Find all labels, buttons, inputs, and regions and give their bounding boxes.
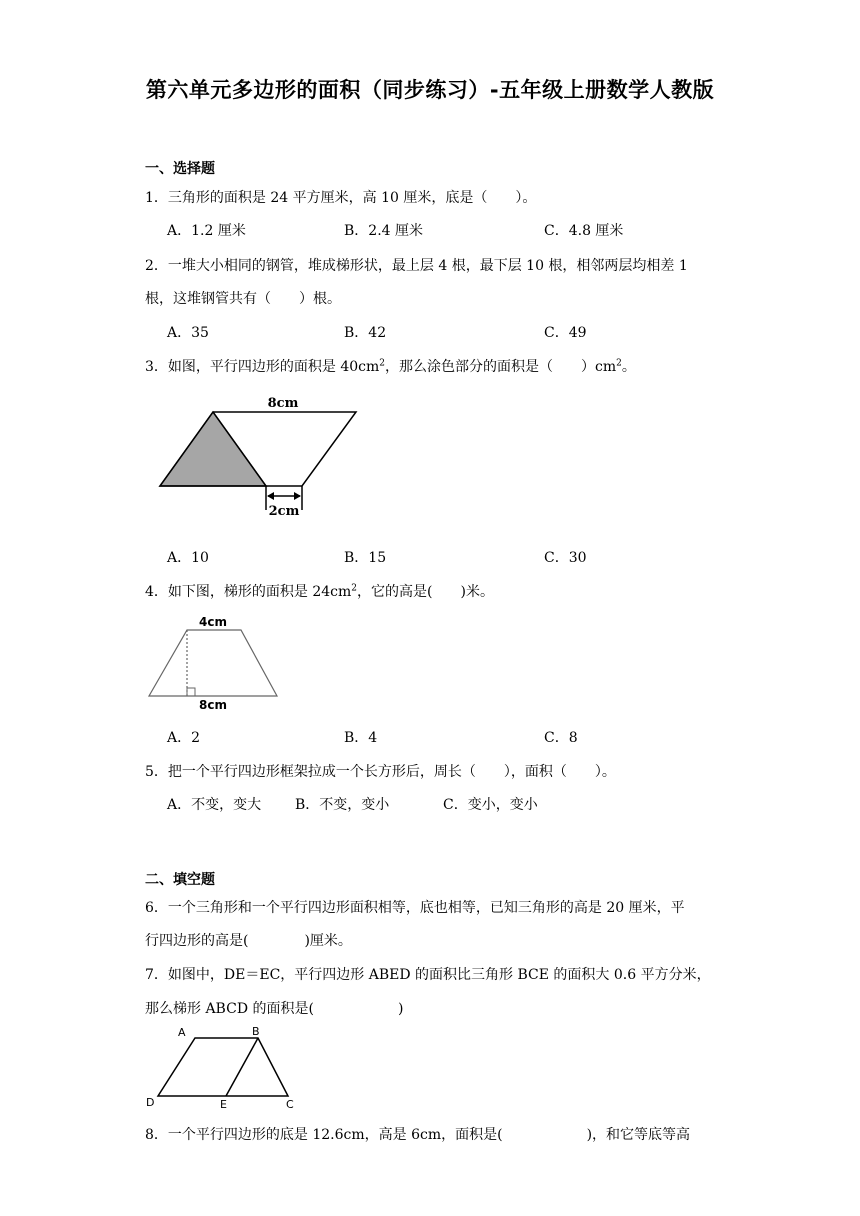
section-heading-fill-in: 二、填空题	[145, 872, 215, 888]
question-5-text: 5．把一个平行四边形框架拉成一个长方形后，周长（ ），面积（ ）。	[145, 764, 616, 780]
question-4-text	[145, 581, 494, 601]
superscript: 2	[351, 583, 358, 594]
superscript: 2	[616, 358, 622, 369]
question-4-text-end: ，它的高是( )米。	[357, 584, 494, 600]
vertex-a-label: A	[178, 1026, 186, 1039]
top-base-label: 4cm	[199, 615, 227, 629]
question-3-text	[145, 356, 636, 376]
gap-label: 2cm	[268, 504, 300, 519]
question-1-option-b: B．2.4 厘米	[344, 223, 424, 239]
question-2-text-line1: 2．一堆大小相同的钢管，堆成梯形状，最上层 4 根，最下层 10 根，相邻两层均相差 1	[145, 258, 688, 274]
question-2-option-c: C．49	[544, 325, 587, 341]
question-2-text-line2: 根，这堆钢管共有（ ）根。	[145, 291, 341, 307]
segment-be	[226, 1038, 258, 1096]
question-6-text-line1: 6．一个三角形和一个平行四边形面积相等，底也相等，已知三角形的高是 20 厘米，平	[145, 900, 685, 916]
trapezoid-outline	[149, 630, 277, 696]
superscript: 2	[379, 358, 386, 369]
question-4-option-c: C．8	[544, 730, 578, 746]
question-3-option-b: B．15	[344, 550, 387, 566]
question-5-option-a: A．不变，变大	[167, 797, 262, 813]
question-2-option-a: A．35	[167, 325, 209, 341]
arrowhead-right-icon	[294, 492, 301, 500]
question-8-text-line1: 8．一个平行四边形的底是 12.6cm，高是 6cm，面积是( )，和它等底等高	[145, 1127, 691, 1143]
parallelogram-figure	[150, 390, 370, 520]
vertex-c-label: C	[286, 1098, 294, 1111]
question-3-option-a: A．10	[167, 550, 209, 566]
question-3-option-c: C．30	[544, 550, 587, 566]
question-3-text-middle: ，那么涂色部分的面积是（ ）cm	[385, 359, 617, 375]
top-side-label: 8cm	[267, 396, 299, 411]
trapezoid-abcd-figure	[140, 1024, 310, 1114]
bottom-base-label: 8cm	[199, 698, 227, 712]
question-1-option-a: A．1.2 厘米	[167, 223, 246, 239]
section-heading-choice: 一、选择题	[145, 161, 215, 177]
question-1-option-c: C．4.8 厘米	[544, 223, 624, 239]
vertex-d-label: D	[146, 1096, 155, 1109]
vertex-b-label: B	[252, 1025, 260, 1038]
question-4-option-b: B．4	[344, 730, 378, 746]
arrowhead-left-icon	[267, 492, 274, 500]
question-5-option-c: C．变小，变小	[443, 797, 538, 813]
vertex-e-label: E	[220, 1098, 227, 1111]
trapezoid-figure	[145, 614, 285, 714]
question-5-option-b: B．不变，变小	[295, 797, 390, 813]
trapezoid-abcd-outline	[158, 1038, 288, 1096]
question-4-text-start: 4．如下图，梯形的面积是 24cm	[145, 584, 352, 600]
shaded-triangle	[160, 412, 266, 486]
question-6-text-line2: 行四边形的高是( )厘米。	[145, 933, 352, 949]
question-3-text-end: 。	[621, 359, 636, 375]
question-4-option-a: A．2	[167, 730, 201, 746]
question-3-text-start: 3．如图，平行四边形的面积是 40cm	[145, 359, 380, 375]
right-angle-marker	[187, 688, 195, 696]
question-1-text: 1．三角形的面积是 24 平方厘米，高 10 厘米，底是（ ）。	[145, 190, 537, 206]
page-title: 第六单元多边形的面积（同步练习）-五年级上册数学人教版	[145, 78, 715, 102]
question-2-option-b: B．42	[344, 325, 387, 341]
question-7-text-line2: 那么梯形 ABCD 的面积是( )	[145, 1001, 404, 1017]
question-7-text-line1: 7．如图中，DE＝EC，平行四边形 ABED 的面积比三角形 BCE 的面积大 0.6 平方分米，	[145, 967, 711, 983]
